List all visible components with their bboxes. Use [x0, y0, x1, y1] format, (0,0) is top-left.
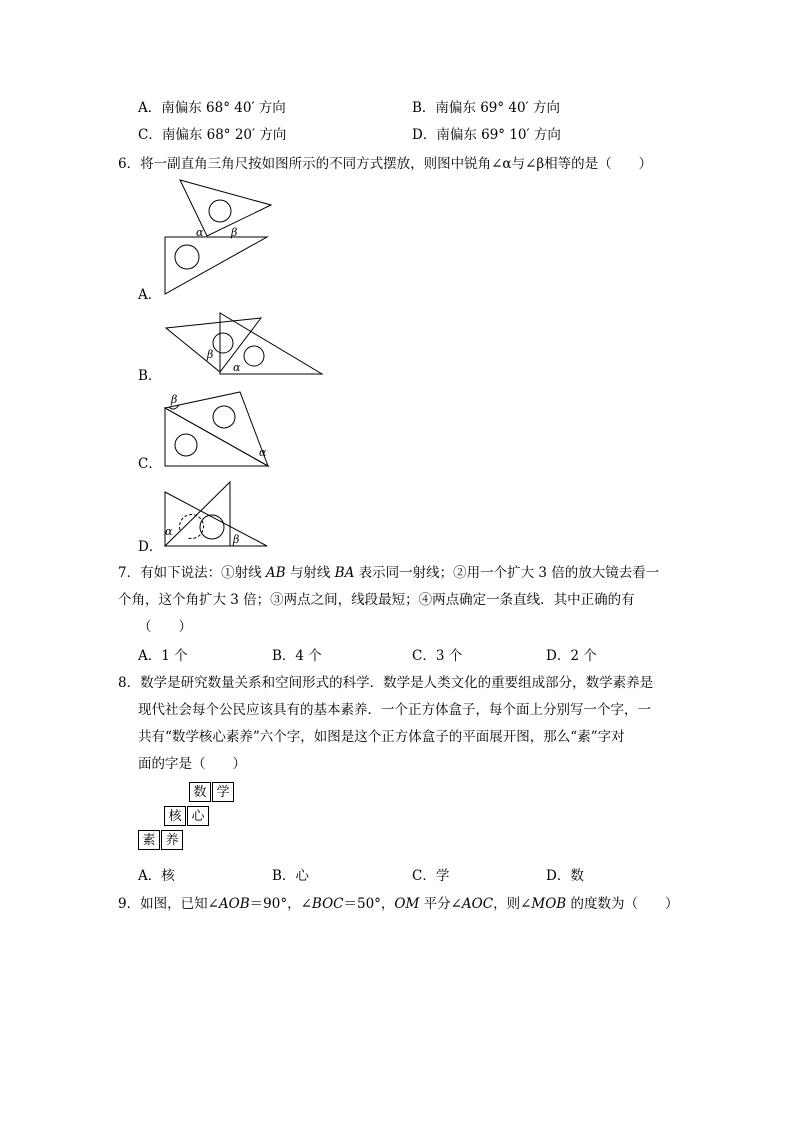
q8-line4: 面的字是（ ） — [138, 756, 246, 772]
net-cell: 核 — [164, 806, 186, 826]
alpha-label: α — [165, 525, 173, 538]
net-cell: 心 — [187, 806, 209, 826]
q5-option-b: B．南偏东 69° 40′ 方向 — [412, 100, 560, 116]
beta-label: β — [231, 226, 238, 239]
net-cell: 养 — [161, 830, 183, 850]
q8-option-a: A．核 — [138, 868, 175, 884]
net-cell: 数 — [189, 782, 211, 802]
triangle-right — [165, 482, 230, 546]
q7-option-b: B．4 个 — [272, 648, 322, 664]
q6-figure-d — [160, 478, 272, 550]
q9-stem: 9．如图，已知∠AOB＝90°，∠BOC＝50°，OM 平分∠AOC，则∠MOB 的度数为（ ） — [118, 896, 679, 912]
q6-label-a: A． — [138, 287, 162, 303]
q8-line3: 共有“数学核心素养”六个字，如图是这个正方体盒子的平面展开图，那么“素”字对 — [138, 729, 625, 745]
triangle-hole — [175, 245, 199, 269]
q8-line2: 现代社会每个公民应该具有的基本素养．一个正方体盒子，每个面上分别写一个字，一 — [138, 702, 651, 718]
q7-line2: 个角，这个角扩大 3 倍；③两点之间，线段最短；④两点确定一条直线．其中正确的有 — [118, 592, 635, 608]
q5-option-a: A．南偏东 68° 40′ 方向 — [138, 100, 286, 116]
alpha-label: α — [259, 446, 267, 459]
q6-figure-c — [160, 388, 275, 470]
q5-option-d: D．南偏东 69° 10′ 方向 — [412, 127, 561, 143]
q5-option-c: C．南偏东 68° 20′ 方向 — [138, 127, 287, 143]
q8-option-c: C．学 — [412, 868, 450, 884]
q6-stem: 6．将一副直角三角尺按如图所示的不同方式摆放，则图中锐角∠α与∠β相等的是（ ） — [118, 156, 653, 172]
beta-label: β — [171, 393, 178, 406]
q8-option-b: B．心 — [272, 868, 309, 884]
triangle-hole — [213, 333, 233, 353]
beta-label: β — [233, 533, 240, 546]
net-cell: 素 — [138, 830, 160, 850]
q6-figure-a — [160, 176, 275, 298]
triangle-bottom — [165, 237, 267, 294]
q6-label-b: B． — [138, 368, 162, 384]
q7-option-a: A．1 个 — [138, 648, 188, 664]
q8-line1: 8．数学是研究数量关系和空间形式的科学．数学是人类文化的重要组成部分，数学素养是 — [118, 675, 654, 691]
q6-label-c: C． — [138, 456, 162, 472]
net-cell: 学 — [212, 782, 234, 802]
triangle-hole — [213, 406, 235, 428]
triangle-hole — [209, 200, 231, 222]
triangle-hole — [175, 434, 197, 456]
q8-option-d: D．数 — [546, 868, 584, 884]
beta-label: β — [207, 348, 214, 361]
triangle-hole — [244, 346, 264, 366]
q7-line3: （ ） — [138, 619, 192, 635]
q7-line1: 7．有如下说法：①射线 AB 与射线 BA 表示同一射线；②用一个扩大 3 倍的放大镜去看一 — [118, 565, 660, 581]
q6-label-d: D． — [138, 539, 163, 555]
q6-figure-b — [160, 310, 325, 380]
q7-option-d: D．2 个 — [546, 648, 597, 664]
alpha-label: α — [196, 226, 204, 239]
q7-option-c: C．3 个 — [412, 648, 463, 664]
alpha-label: α — [233, 361, 241, 374]
triangle-top — [180, 180, 271, 236]
